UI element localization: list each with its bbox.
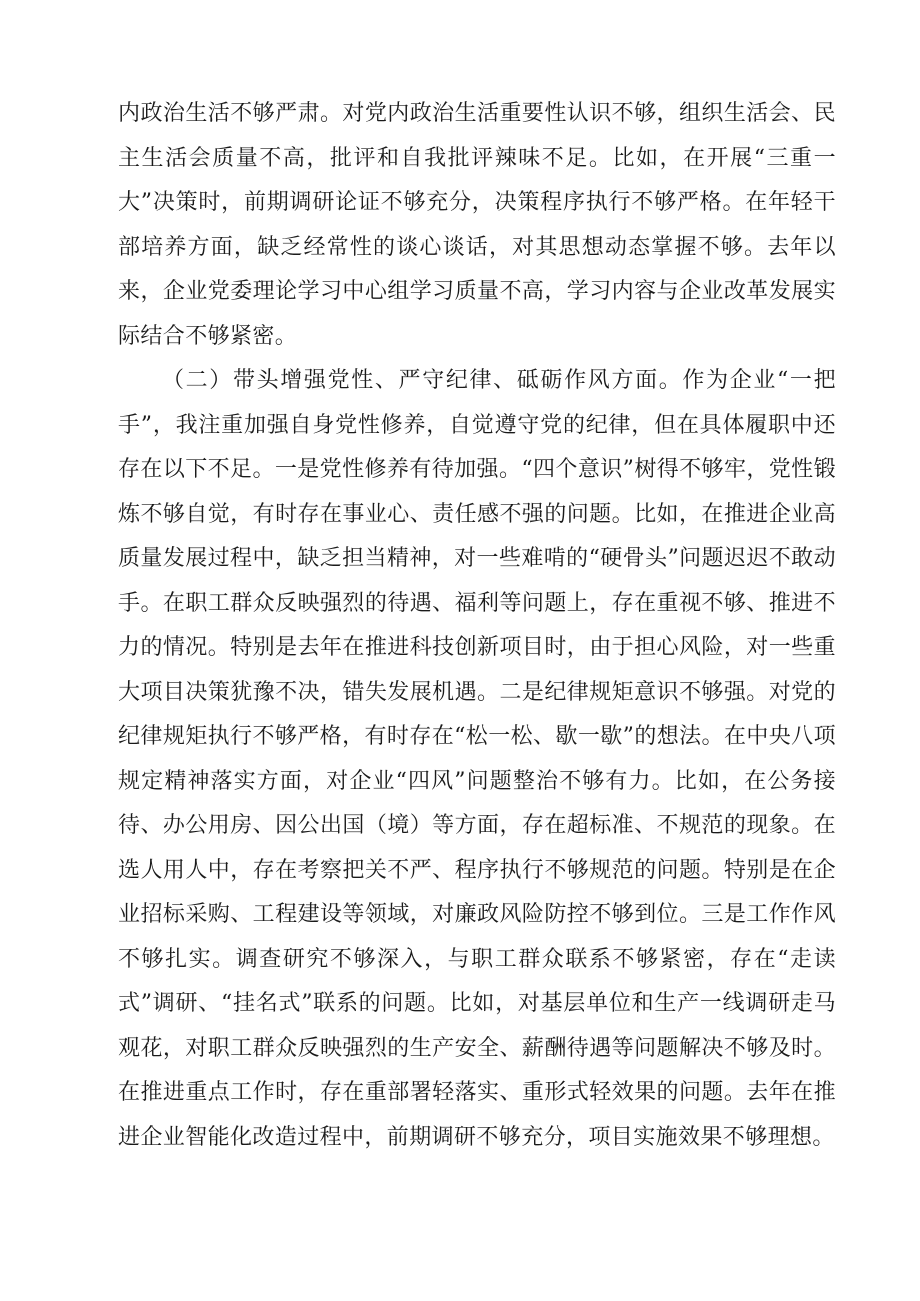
paragraph-political-life: 内政治生活不够严肃。对党内政治生活重要性认识不够，组织生活会、民主生活会质量不高，批评和自我批评辣味不足。比如，在开展“三重一大”决策时，前期调研论证不够充分，决策程序执行不够严格。在年轻干部培养方面，缺乏经常性的谈心谈话，对其思想动态掌握不够。去年以来，企业党委理论学习中心组学习质量不高，学习内容与企业改革发展实际结合不够紧密。 [118, 101, 836, 349]
paragraph-party-discipline: （二）带头增强党性、严守纪律、砥砺作风方面。作为企业“一把手”，我注重加强自身党性修养，自觉遵守党的纪律，但在具体履职中还存在以下不足。一是党性修养有待加强。“四个意识”树得不够牢，党性锻炼不够自觉，有时存在事业心、责任感不强的问题。比如，在推进企业高质量发展过程中，缺乏担当精神，对一些难啃的“硬骨头”问题迟迟不敢动手。在职工群众反映强烈的待遇、福利等问题上，存在重视不够、推进不力的情况。特别是去年在推进科技创新项目时，由于担心风险，对一些重大项目决策犹豫不决，错失发展机遇。二是纪律规矩意识不够强。对党的纪律规矩执行不够严格，有时存在“松一松、歇一歇”的想法。在中央八项规定精神落实方面，对企业“四风”问题整治不够有力。比如，在公务接待、办公用房、因公出国（境）等方面，存在超标准、不规范的现象。在选人用人中，存在考察把关不严、程序执行不够规范的问题。特别是在企业招标采购、工程建设等领域，对廉政风险防控不够到位。三是工作作风不够扎实。调查研究不够深入，与职工群众联系不够紧密，存在“走读式”调研、“挂名式”联系的问题。比如，对基层单位和生产一线调研走马观花，对职工群众反映强烈的生产安全、薪酬待遇等问题解决不够及时。在推进重点工作时，存在重部署轻落实、重形式轻效果的问题。去年在推进企业智能化改造过程中，前期调研不够充分，项目实施效果不够理想。 [118, 368, 836, 1150]
document-body [118, 92, 836, 1160]
